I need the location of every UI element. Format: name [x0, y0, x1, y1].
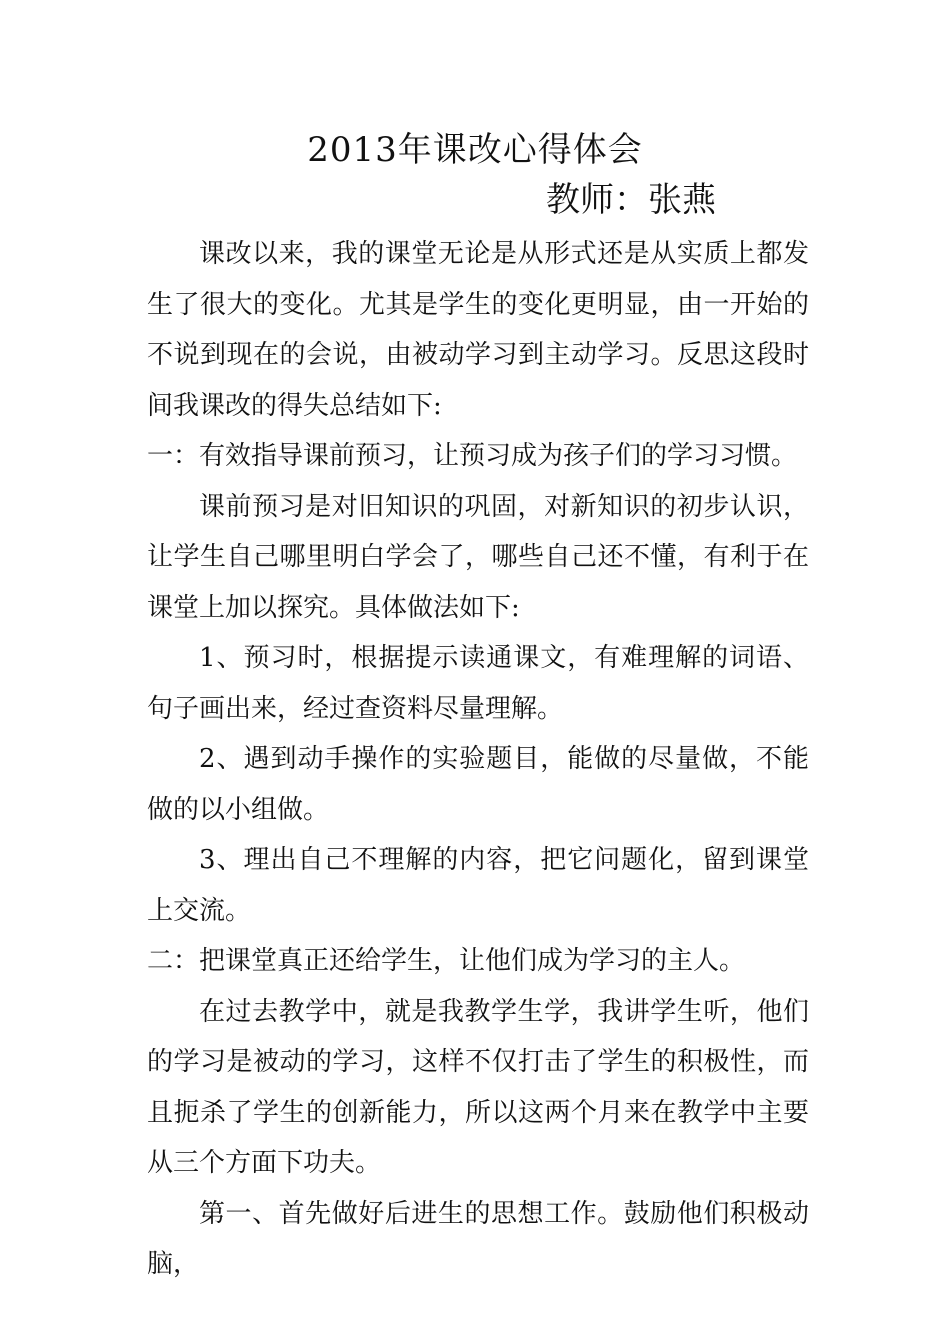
paragraph-intro: 课改以来，我的课堂无论是从形式还是从实质上都发生了很大的变化。尤其是学生的变化更明显，由一开始的不说到现在的会说，由被动学习到主动学习。反思这段时间我课改的得失总结如下: [147, 239, 809, 421]
paragraph-preview-purpose: 课前预习是对旧知识的巩固，对新知识的初步认识，让学生自己哪里明白学会了，哪些自己还不懂，有利于在课堂上加以探究。具体做法如下: [147, 491, 809, 623]
section-heading-1: 一：有效指导课前预习，让预习成为孩子们的学习习惯。 [147, 441, 798, 471]
list-item-1: 1、预习时，根据提示读通课文，有难理解的词语、句子画出来，经过查资料尽量理解。 [147, 643, 809, 724]
document-body [147, 229, 809, 1290]
document-author: 教师：张燕 [546, 180, 716, 220]
list-item-3: 3、理出自己不理解的内容，把它问题化，留到课堂上交流。 [147, 845, 809, 926]
list-item-2: 2、遇到动手操作的实验题目，能做的尽量做，不能做的以小组做。 [147, 744, 809, 825]
document-title: 2013年课改心得体会 [307, 130, 643, 170]
paragraph-past-teaching: 在过去教学中，就是我教学生学，我讲学生听，他们的学习是被动的学习，这样不仅打击了学生的积极性，而且扼杀了学生的创新能力，所以这两个月来在教学中主要从三个方面下功夫。 [147, 996, 809, 1178]
paragraph-first-point: 第一、首先做好后进生的思想工作。鼓励他们积极动脑， [147, 1198, 809, 1279]
section-heading-2: 二：把课堂真正还给学生，让他们成为学习的主人。 [147, 946, 746, 976]
